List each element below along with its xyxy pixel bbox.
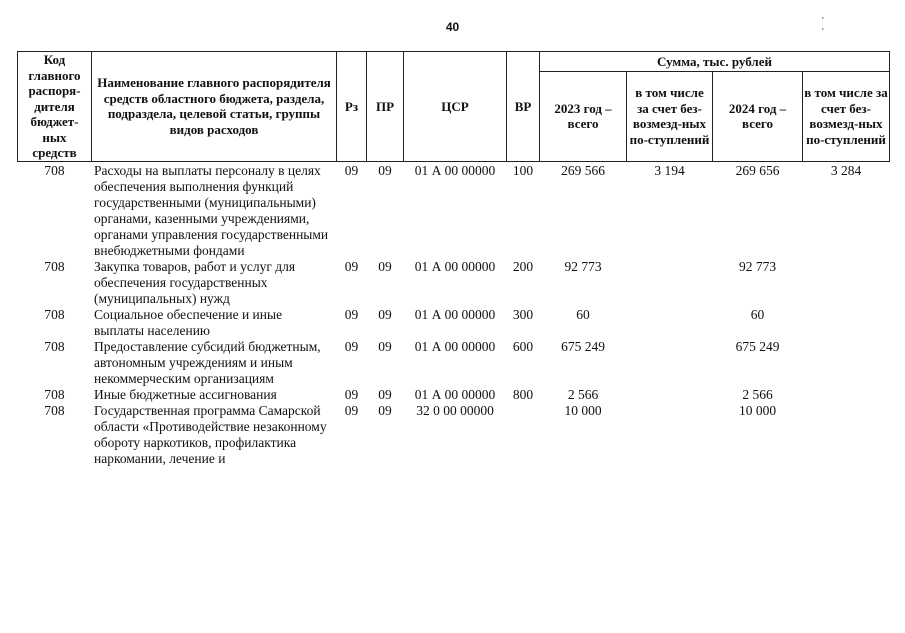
cell-2024-free: 3 284: [830, 162, 862, 178]
cell-vr: 100: [512, 162, 534, 178]
cell-name: Государственная программа Самарской области «Противодействие незаконному обороту наркотиков, профилактика наркомании, лечение и: [94, 402, 327, 466]
table-body: [18, 161, 890, 467]
table-row: [18, 307, 890, 339]
cell-2023-free: 3 194: [654, 162, 685, 178]
cell-csr: 01 А 00 00000: [414, 258, 496, 274]
cell-2023: 675 249: [561, 338, 605, 354]
cell-2023: 2 566: [567, 386, 599, 402]
cell-2024-free: [803, 403, 890, 467]
cell-code: 708: [44, 402, 65, 418]
cell-pr: 09: [378, 258, 392, 274]
cell-2023: 92 773: [564, 258, 602, 274]
cell-vr: 300: [512, 306, 534, 322]
cell-code: 708: [44, 338, 65, 354]
cell-pr: 09: [378, 338, 392, 354]
header-name: Наименование главного распорядителя средств областного бюджета, раздела, подраздела, целевой статьи, группы видов расходов: [92, 52, 337, 162]
cell-name: Предоставление субсидий бюджетным, автономным учреждениям и иным некоммерческим организациям: [94, 338, 321, 386]
cell-code: 708: [44, 386, 65, 402]
header-sum-title: Сумма, тыс. рублей: [540, 52, 890, 72]
header-2023-free: в том числе за счет без-возмезд-ных по-ступлений: [627, 72, 713, 162]
cell-pr: 09: [378, 162, 392, 178]
cell-2023-free: [627, 387, 713, 403]
cell-2024: 60: [750, 306, 765, 322]
header-2023-total: 2023 год – всего: [540, 72, 627, 162]
cell-vr: [507, 403, 540, 467]
cell-vr: 600: [512, 338, 534, 354]
cell-code: 708: [44, 258, 65, 274]
header-pr: ПР: [367, 52, 404, 162]
cell-csr: 01 А 00 00000: [414, 338, 496, 354]
cell-2024-free: [803, 339, 890, 387]
cell-pr: 09: [378, 306, 392, 322]
table-row: [18, 339, 890, 387]
cell-vr: 200: [512, 258, 534, 274]
cell-rz: 09: [344, 306, 359, 322]
cell-2024: 2 566: [742, 386, 773, 402]
cell-csr: 01 А 00 00000: [414, 386, 496, 402]
table-row: [18, 259, 890, 307]
cell-pr: 09: [378, 386, 392, 402]
header-vr: ВР: [507, 52, 540, 162]
cell-2023: 10 000: [564, 402, 602, 418]
cell-vr: 800: [512, 386, 534, 402]
header-2024-free: в том числе за счет без-возмезд-ных по-ступлений: [803, 72, 890, 162]
table-row: [18, 161, 890, 259]
cell-2024-free: [803, 259, 890, 307]
cell-rz: 09: [344, 402, 359, 418]
header-rz: Рз: [337, 52, 367, 162]
table-row: [18, 403, 890, 467]
cell-csr: 01 А 00 00000: [414, 306, 496, 322]
cell-rz: 09: [344, 386, 359, 402]
cell-2024: 269 656: [735, 162, 780, 178]
cell-rz: 09: [344, 162, 359, 178]
cell-2023-free: [627, 339, 713, 387]
cell-rz: 09: [344, 338, 359, 354]
cell-2024-free: [803, 387, 890, 403]
scan-specks: ' ': [822, 16, 858, 38]
cell-name: Социальное обеспечение и иные выплаты населению: [94, 306, 283, 338]
cell-code: 708: [44, 162, 65, 178]
cell-rz: 09: [344, 258, 359, 274]
header-csr: ЦСР: [404, 52, 507, 162]
table-row: [18, 387, 890, 403]
cell-name: Расходы на выплаты персоналу в целях обеспечения выполнения функций государственными (муниципальными) органами, казенными учреждениями, органами управления государственными внебюджетными фондами: [94, 162, 329, 258]
page-number: 40: [445, 20, 460, 34]
cell-2023: 269 566: [561, 162, 605, 178]
cell-2023: 60: [576, 306, 590, 322]
cell-name: Закупка товаров, работ и услуг для обеспечения государственных (муниципальных) нужд: [94, 258, 296, 306]
cell-csr: 01 А 00 00000: [414, 162, 496, 178]
table-header: [18, 52, 890, 162]
header-code: Код главного распоря-дителя бюджет-ных средств: [18, 52, 92, 162]
cell-2023-free: [627, 307, 713, 339]
cell-csr: 32 0 00 00000: [416, 402, 494, 418]
cell-pr: 09: [378, 402, 392, 418]
cell-2024: 92 773: [738, 258, 777, 274]
budget-table: [17, 51, 890, 467]
header-2024-total: 2024 год – всего: [713, 72, 803, 162]
cell-name: Иные бюджетные ассигнования: [94, 386, 277, 402]
cell-2024: 10 000: [738, 402, 777, 418]
cell-code: 708: [44, 306, 65, 322]
cell-2023-free: [627, 259, 713, 307]
cell-2023-free: [627, 403, 713, 467]
cell-2024-free: [803, 307, 890, 339]
cell-2024: 675 249: [735, 338, 780, 354]
